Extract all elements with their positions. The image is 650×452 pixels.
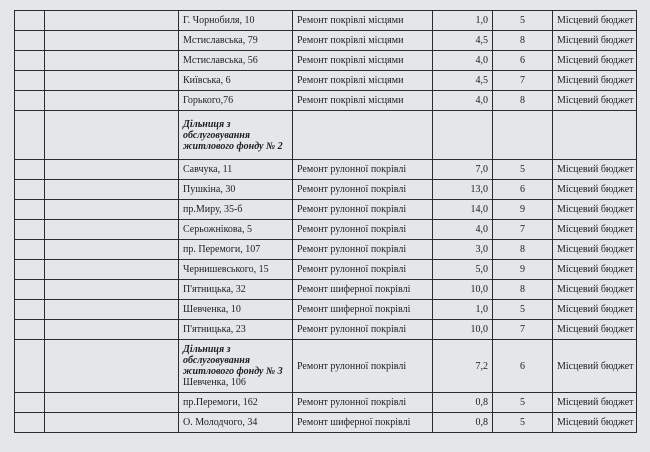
funding-source-cell: Місцевий бюджет [553, 320, 637, 340]
work-type-cell: Ремонт рулонної покрівлі [293, 340, 433, 393]
table-row [15, 91, 637, 111]
table-row [15, 51, 637, 71]
address-cell: Чернишевського, 15 [179, 260, 293, 280]
funding-source-cell: Місцевий бюджет [553, 71, 637, 91]
index-cell [15, 300, 45, 320]
blank-cell [45, 260, 179, 280]
table-row [15, 220, 637, 240]
table-row [15, 11, 637, 31]
table-row [15, 240, 637, 260]
table-row [15, 180, 637, 200]
work-type-cell: Ремонт покрівлі місцями [293, 91, 433, 111]
address-cell: П'ятницька, 23 [179, 320, 293, 340]
volume-cell: 10,0 [433, 280, 493, 300]
funding-source-cell: Місцевий бюджет [553, 11, 637, 31]
blank-cell [45, 300, 179, 320]
section-header-row [15, 111, 637, 160]
section-header-row [15, 340, 637, 393]
address-cell: О. Молодчого, 34 [179, 413, 293, 433]
volume-cell: 7,0 [433, 160, 493, 180]
duration-cell: 7 [493, 71, 553, 91]
table-row [15, 280, 637, 300]
duration-cell: 8 [493, 31, 553, 51]
address-cell: пр.Миру, 35-б [179, 200, 293, 220]
volume-cell: 1,0 [433, 300, 493, 320]
volume-cell: 3,0 [433, 240, 493, 260]
table-row [15, 413, 637, 433]
table-row [15, 260, 637, 280]
funding-source-cell: Місцевий бюджет [553, 260, 637, 280]
blank-cell [45, 180, 179, 200]
work-type-cell: Ремонт рулонної покрівлі [293, 200, 433, 220]
funding-source-cell: Місцевий бюджет [553, 200, 637, 220]
duration-cell: 6 [493, 340, 553, 393]
index-cell [15, 340, 45, 393]
blank-cell [45, 220, 179, 240]
blank-cell [553, 111, 637, 160]
address-cell: Пушкіна, 30 [179, 180, 293, 200]
address-cell: Серьожнікова, 5 [179, 220, 293, 240]
duration-cell: 8 [493, 240, 553, 260]
index-cell [15, 280, 45, 300]
table-row [15, 320, 637, 340]
blank-cell [45, 240, 179, 260]
duration-cell: 5 [493, 300, 553, 320]
table-row [15, 71, 637, 91]
volume-cell: 4,5 [433, 31, 493, 51]
index-cell [15, 51, 45, 71]
index-cell [15, 160, 45, 180]
duration-cell: 5 [493, 11, 553, 31]
blank-cell [45, 31, 179, 51]
duration-cell: 7 [493, 320, 553, 340]
work-type-cell: Ремонт рулонної покрівлі [293, 320, 433, 340]
blank-cell [45, 71, 179, 91]
funding-source-cell: Місцевий бюджет [553, 280, 637, 300]
index-cell [15, 240, 45, 260]
index-cell [15, 220, 45, 240]
address-cell: Шевченка, 10 [179, 300, 293, 320]
blank-cell [45, 280, 179, 300]
index-cell [15, 91, 45, 111]
volume-cell: 0,8 [433, 413, 493, 433]
blank-cell [493, 111, 553, 160]
funding-source-cell: Місцевий бюджет [553, 393, 637, 413]
funding-source-cell: Місцевий бюджет [553, 51, 637, 71]
address-cell: Г. Чорнобиля, 10 [179, 11, 293, 31]
work-type-cell: Ремонт покрівлі місцями [293, 51, 433, 71]
work-type-cell: Ремонт покрівлі місцями [293, 31, 433, 51]
work-type-cell: Ремонт покрівлі місцями [293, 71, 433, 91]
volume-cell: 14,0 [433, 200, 493, 220]
work-type-cell: Ремонт рулонної покрівлі [293, 180, 433, 200]
duration-cell: 8 [493, 280, 553, 300]
index-cell [15, 413, 45, 433]
duration-cell: 8 [493, 91, 553, 111]
index-cell [15, 31, 45, 51]
section-label: Дільниця з обслуговування житлового фонду № 2 [183, 118, 283, 152]
volume-cell: 4,0 [433, 220, 493, 240]
work-type-cell: Ремонт рулонної покрівлі [293, 260, 433, 280]
duration-cell: 9 [493, 200, 553, 220]
volume-cell: 0,8 [433, 393, 493, 413]
funding-source-cell: Місцевий бюджет [553, 220, 637, 240]
address-cell: Мстиславська, 56 [179, 51, 293, 71]
funding-source-cell: Місцевий бюджет [553, 31, 637, 51]
funding-source-cell: Місцевий бюджет [553, 340, 637, 393]
blank-cell [45, 160, 179, 180]
blank-cell [45, 11, 179, 31]
table-row [15, 31, 637, 51]
funding-source-cell: Місцевий бюджет [553, 160, 637, 180]
funding-source-cell: Місцевий бюджет [553, 300, 637, 320]
section-label-cell [179, 340, 293, 393]
volume-cell: 1,0 [433, 11, 493, 31]
volume-cell: 13,0 [433, 180, 493, 200]
blank-cell [45, 200, 179, 220]
index-cell [15, 393, 45, 413]
volume-cell: 5,0 [433, 260, 493, 280]
table-row [15, 300, 637, 320]
blank-cell [45, 413, 179, 433]
index-cell [15, 71, 45, 91]
blank-cell [45, 111, 179, 160]
address-cell: пр.Перемоги, 162 [179, 393, 293, 413]
funding-source-cell: Місцевий бюджет [553, 240, 637, 260]
index-cell [15, 200, 45, 220]
volume-cell: 4,0 [433, 91, 493, 111]
funding-source-cell: Місцевий бюджет [553, 413, 637, 433]
section-label-cell [179, 111, 293, 160]
work-type-cell: Ремонт шиферної покрівлі [293, 300, 433, 320]
funding-source-cell: Місцевий бюджет [553, 91, 637, 111]
blank-cell [433, 111, 493, 160]
blank-cell [45, 340, 179, 393]
blank-cell [45, 320, 179, 340]
work-type-cell: Ремонт шиферної покрівлі [293, 413, 433, 433]
volume-cell: 4,0 [433, 51, 493, 71]
duration-cell: 5 [493, 160, 553, 180]
work-type-cell: Ремонт рулонної покрівлі [293, 160, 433, 180]
roof-repair-table [14, 10, 637, 433]
blank-cell [45, 91, 179, 111]
blank-cell [45, 393, 179, 413]
address-cell: Савчука, 11 [179, 160, 293, 180]
address-cell: Київська, 6 [179, 71, 293, 91]
volume-cell: 10,0 [433, 320, 493, 340]
duration-cell: 7 [493, 220, 553, 240]
index-cell [15, 260, 45, 280]
address-cell: Мстиславська, 79 [179, 31, 293, 51]
index-cell [15, 111, 45, 160]
address-cell: П'ятницька, 32 [179, 280, 293, 300]
funding-source-cell: Місцевий бюджет [553, 180, 637, 200]
work-type-cell: Ремонт покрівлі місцями [293, 11, 433, 31]
volume-cell: 7,2 [433, 340, 493, 393]
address-text: Шевченка, 106 [183, 377, 246, 388]
section-label: Дільниця з обслуговування житлового фонду № 3 [183, 344, 283, 377]
index-cell [15, 180, 45, 200]
duration-cell: 5 [493, 393, 553, 413]
address-cell: пр. Перемоги, 107 [179, 240, 293, 260]
table-row [15, 393, 637, 413]
table-row [15, 200, 637, 220]
volume-cell: 4,5 [433, 71, 493, 91]
duration-cell: 9 [493, 260, 553, 280]
duration-cell: 6 [493, 51, 553, 71]
work-type-cell: Ремонт рулонної покрівлі [293, 220, 433, 240]
work-type-cell: Ремонт рулонної покрівлі [293, 393, 433, 413]
table-row [15, 160, 637, 180]
index-cell [15, 11, 45, 31]
index-cell [15, 320, 45, 340]
address-cell: Горького,76 [179, 91, 293, 111]
work-type-cell: Ремонт шиферної покрівлі [293, 280, 433, 300]
duration-cell: 5 [493, 413, 553, 433]
work-type-cell: Ремонт рулонної покрівлі [293, 240, 433, 260]
blank-cell [45, 51, 179, 71]
duration-cell: 6 [493, 180, 553, 200]
table-body [15, 11, 637, 433]
blank-cell [293, 111, 433, 160]
